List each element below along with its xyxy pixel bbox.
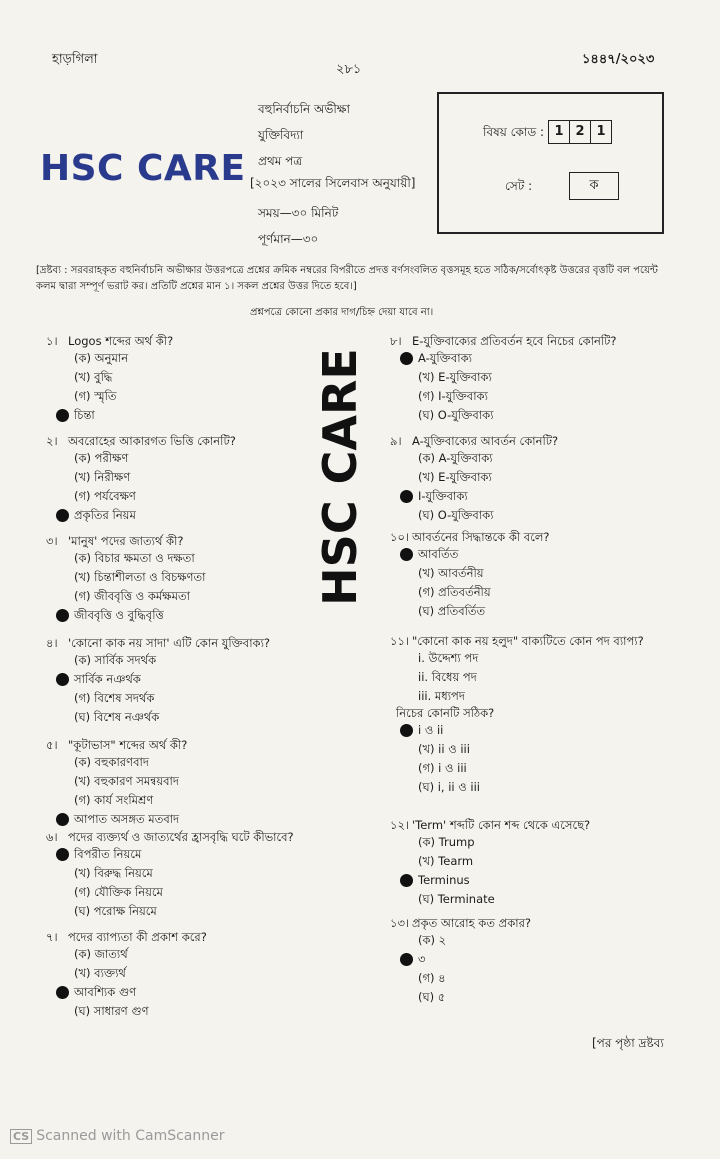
answer-option: (গ) ৪ [418,971,446,985]
question-13 [390,916,531,1007]
exam-line: [২০২৩ সালের সিলেবাস অনুযায়ী] [250,176,416,190]
question-8 [390,334,617,425]
question-number: ১০। [390,530,410,544]
answer-option: (ঘ) i, ii ও iii [418,780,480,794]
subject-code-box [437,92,664,234]
question-title [46,534,205,549]
question-5 [46,738,187,829]
answer-option: (ক) অনুমান [74,351,129,365]
question-title [390,818,590,833]
exam-line: বহুনির্বাচনি অভীক্ষা [258,102,350,116]
answer-option-filled: ৩ [390,950,531,969]
answer-option: (গ) I-যুক্তিবাক্য [418,389,488,403]
answer-option: (ক) পরীক্ষণ [74,451,129,465]
answer-option: (খ) চিন্তাশীলতা ও বিচক্ষণতা [74,570,206,584]
question-number: ১৩। [390,916,410,930]
question-number: ৩। [46,534,58,548]
code-digit: 1 [590,120,612,144]
question-number: ৫। [46,738,58,752]
answer-option-filled: Terminus [390,871,590,890]
statement-item: iii. মধ্যপদ [418,689,465,703]
answer-option: (খ) Tearm [418,854,474,868]
answer-option: (গ) যৌক্তিক নিয়মে [74,885,163,899]
answer-option: (ঘ) পরোক্ষ নিয়মে [74,904,157,918]
answer-option: (ঘ) প্রতিবর্তিত [418,604,486,618]
answer-option: (খ) বহুকারণ সমন্বয়বাদ [74,774,179,788]
brand-logo: HSC CARE [40,148,246,189]
answer-option: (ঘ) O-যুক্তিবাক্য [418,408,494,422]
header-left: হাড়গিলা [52,52,98,67]
question-number: ৭। [46,930,58,944]
answer-option-filled: প্রকৃতির নিয়ম [46,506,236,525]
answer-option: (গ) বিশেষ সদর্থক [74,691,155,705]
code-digit: 2 [569,120,591,144]
answer-option: (খ) নিরীক্ষণ [74,470,131,484]
question-9 [390,434,558,525]
answer-option: (ঘ) সাধারণ গুণ [74,1004,149,1018]
question-number: ৯। [390,434,402,448]
answer-option: (খ) বিরুদ্ধ নিয়মে [74,866,153,880]
exam-line: যুক্তিবিদ্যা [258,128,304,142]
next-page-note: [পর পৃষ্ঠা দ্রষ্টব্য [592,1036,664,1050]
answer-option: (ক) ২ [418,933,447,947]
question-text: 'মানুষ' পদের জাত্যর্থ কী? [68,534,184,548]
question-text: "কোনো কাক নয় হলুদ" বাক্যটিতে কোন পদ ব্যাপ্য? [412,634,644,648]
subject-code-label: বিষয় কোড : [483,125,545,139]
question-text: পদের ব্যক্ত্যর্থ ও জাত্যর্থের হ্রাসবৃদ্ধি ঘটে কীভাবে? [68,830,294,844]
question-text: A-যুক্তিবাক্যের আবর্তন কোনটি? [412,434,559,448]
answer-option: (ক) সার্বিক সদর্থক [74,653,157,667]
page-number: ২৮১ [336,62,362,77]
question-text: "কূটাভাস" শব্দের অর্থ কী? [68,738,188,752]
code-digit: 1 [548,120,570,144]
question-number: ১। [46,334,58,348]
question-title [390,334,617,349]
exam-line: প্রথম পত্র [258,154,303,168]
question-12 [390,818,590,909]
answer-option: (ক) বহুকারণবাদ [74,755,149,769]
exam-line: সময়—৩০ মিনিট [258,206,339,220]
instruction: [দ্রষ্টব্য : সরবরাহকৃত বহুনির্বাচনি অভীক্ষার উত্তরপত্রে প্রশ্নের ক্রমিক নম্বরের বিপরীতে প্রদত্ত বর্ণসংবলিত বৃত্তসমূহ হতে সঠিক/সর্বোৎকৃষ্ট উত্তরের বৃত্তটি বল পয়েন্ট কলম দ্বারা সম্পূর্ণ ভরাট কর। প্রতিটি প্রশ্নের মান ১। সকল প্রশ্নের উত্তর দিতে হবে।] [36,265,658,292]
question-title [46,830,294,845]
question-3 [46,534,205,625]
answer-option-filled: আপাত অসঙ্গত মতবাদ [46,810,187,829]
statement-item: i. উদ্দেশ্য পদ [418,651,479,665]
answer-option: (গ) স্মৃতি [74,389,117,403]
question-1 [46,334,173,425]
question-text: আবর্তনের সিদ্ধান্তকে কী বলে? [412,530,550,544]
question-text: Logos শব্দের অর্থ কী? [68,334,174,348]
question-title [390,916,531,931]
answer-option: (গ) জীববৃত্তি ও কর্মক্ষমতা [74,589,190,603]
subject-code-cells [549,120,612,144]
answer-option-filled: জীববৃত্তি ও বুদ্ধিবৃত্তি [46,606,205,625]
answer-option: (ক) বিচার ক্ষমতা ও দক্ষতা [74,551,195,565]
question-10 [390,530,550,621]
answer-option: (গ) i ও iii [418,761,467,775]
question-number: ৬। [46,830,58,844]
answer-option-filled: A-যুক্তিবাক্য [390,349,617,368]
answer-option-filled: আবর্তিত [390,545,550,564]
question-2 [46,434,236,525]
question-text: প্রকৃত আরোহ কত প্রকার? [412,916,532,930]
header-right: ১৪৪৭/২০২৩ [582,52,655,67]
answer-option-filled: বিপরীত নিয়মে [46,845,294,864]
question-title [46,930,207,945]
question-number: ১১। [390,634,410,648]
watermark: HSC CARE [313,348,367,606]
answer-option: (খ) ii ও iii [418,742,470,756]
question-text: পদের ব্যাপ্যতা কী প্রকাশ করে? [68,930,207,944]
answer-option-filled: সার্বিক নঞর্থক [46,670,270,689]
answer-option: (ঘ) O-যুক্তিবাক্য [418,508,494,522]
answer-option: (খ) E-যুক্তিবাক্য [418,470,492,484]
answer-option-filled: i ও ii [390,721,644,740]
answer-option: (গ) পর্যবেক্ষণ [74,489,136,503]
question-text: অবরোহের আকারগত ভিত্তি কোনটি? [68,434,236,448]
scanner-footer [10,1128,225,1144]
question-text: E-যুক্তিবাক্যের প্রতিবর্তন হবে নিচের কোনটি? [412,334,617,348]
question-subtitle: নিচের কোনটি সঠিক? [396,706,495,720]
question-number: ৪। [46,636,58,650]
set-value: ক [569,172,619,200]
question-11 [390,634,644,797]
question-number: ১২। [390,818,410,832]
answer-option: (ক) Trump [418,835,475,849]
question-title [46,738,187,753]
answer-option: (ঘ) ৫ [418,990,446,1004]
camscanner-icon: CS [10,1129,32,1144]
question-6 [46,830,294,921]
notice: প্রশ্নপত্রে কোনো প্রকার দাগ/চিহ্ন দেয়া যাবে না। [250,307,434,318]
statement-item: ii. বিধেয় পদ [418,670,477,684]
question-title [390,434,558,449]
answer-option: (ক) A-যুক্তিবাক্য [418,451,493,465]
question-title [390,530,550,545]
question-text: 'কোনো কাক নয় সাদা' এটি কোন যুক্তিবাক্য? [68,636,271,650]
question-title [46,434,236,449]
question-number: ২। [46,434,58,448]
answer-option: (ঘ) বিশেষ নঞর্থক [74,710,160,724]
question-4 [46,636,270,727]
question-title [46,636,270,651]
answer-option: (ক) জাত্যর্থ [74,947,128,961]
answer-option: (খ) ব্যক্ত্যর্থ [74,966,126,980]
question-number: ৮। [390,334,402,348]
answer-option-filled: I-যুক্তিবাক্য [390,487,558,506]
answer-option: (গ) প্রতিবর্তনীয় [418,585,491,599]
question-7 [46,930,207,1021]
answer-option: (খ) আবর্তনীয় [418,566,484,580]
question-title [390,634,644,649]
answer-option: (গ) কার্য সংমিশ্রণ [74,793,154,807]
set-label: সেট : [505,179,533,193]
scanner-text: Scanned with CamScanner [36,1128,225,1144]
exam-line: পূর্ণমান—৩০ [258,232,319,246]
answer-option-filled: আবশ্যিক গুণ [46,983,207,1002]
answer-option-filled: চিন্তা [46,406,173,425]
answer-option: (খ) বুদ্ধি [74,370,113,384]
question-title [46,334,173,349]
answer-option: (ঘ) Terminate [418,892,495,906]
answer-option: (খ) E-যুক্তিবাক্য [418,370,492,384]
question-text: 'Term' শব্দটি কোন শব্দ থেকে এসেছে? [412,818,591,832]
